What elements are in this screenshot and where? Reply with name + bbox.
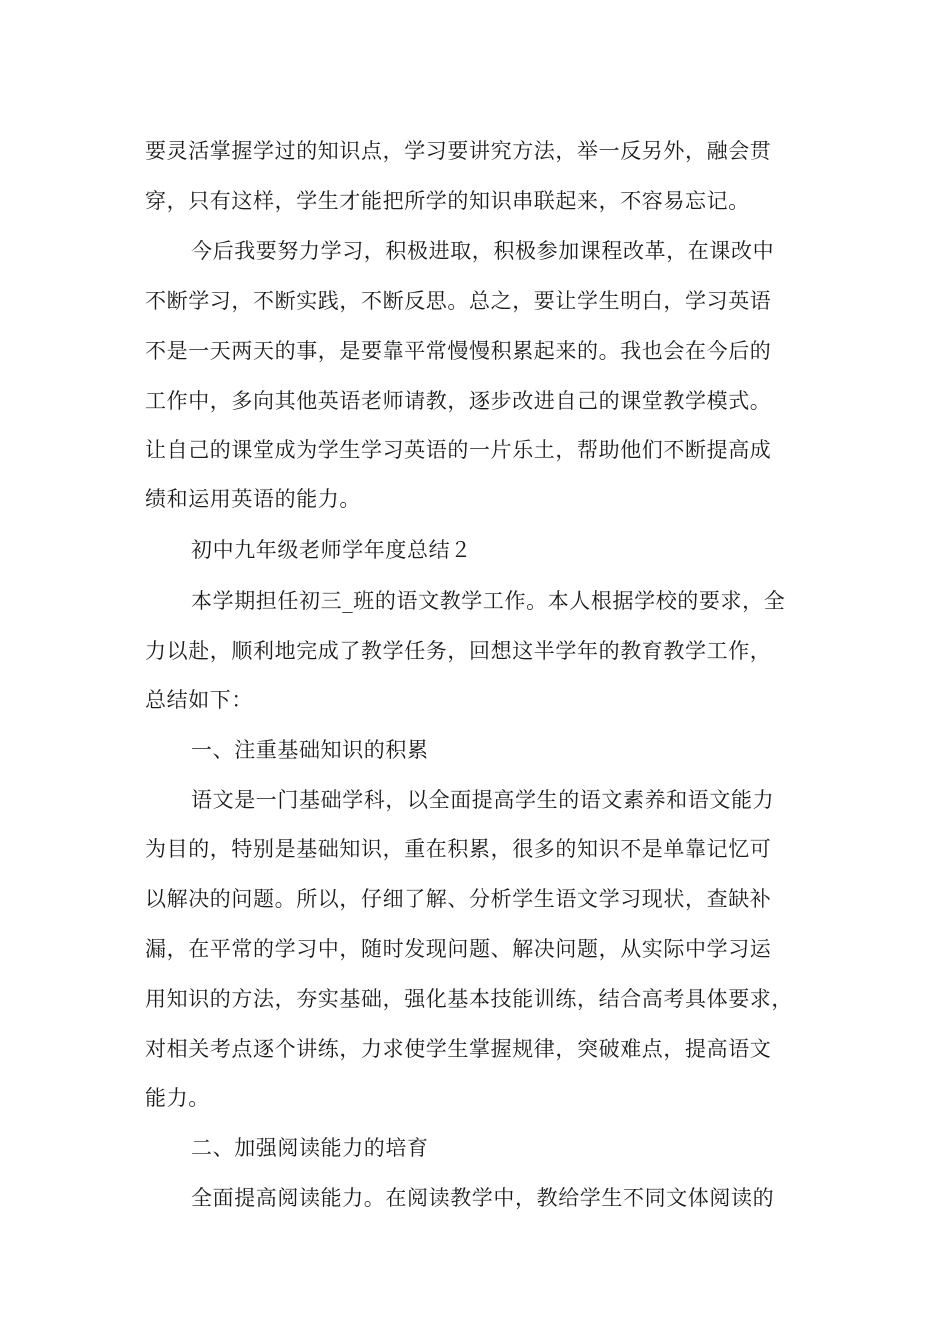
paragraph-line: 语文是一门基础学科，以全面提高学生的语文素养和语文能力 [191, 788, 775, 812]
section-heading: 一、注重基础知识的积累 [191, 738, 429, 762]
paragraph-line: 绩和运用英语的能力。 [145, 487, 361, 511]
paragraph-line: 总结如下： [145, 688, 253, 712]
paragraph-line: 穿，只有这样，学生才能把所学的知识串联起来，不容易忘记。 [145, 189, 750, 213]
paragraph-line: 让自己的课堂成为学生学习英语的一片乐土，帮助他们不断提高成 [145, 438, 772, 462]
paragraph-line: 全面提高阅读能力。在阅读教学中，教给学生不同文体阅读的 [191, 1186, 775, 1210]
paragraph-line: 要灵活掌握学过的知识点，学习要讲究方法，举一反另外，融会贯 [145, 139, 772, 163]
paragraph-line: 力以赴，顺利地完成了教学任务，回想这半学年的教育教学工作， [145, 639, 772, 663]
paragraph-line: 今后我要努力学习，积极进取，积极参加课程改革，在课改中 [191, 239, 775, 263]
paragraph-line: 不断学习，不断实践，不断反思。总之，要让学生明白，学习英语 [145, 289, 772, 313]
paragraph-line: 不是一天两天的事，是要靠平常慢慢积累起来的。我也会在今后的 [145, 339, 772, 363]
paragraph-line: 能力。 [145, 1086, 210, 1110]
paragraph-line: 漏，在平常的学习中，随时发现问题、解决问题，从实际中学习运 [145, 937, 772, 961]
section-title: 初中九年级老师学年度总结２ [191, 538, 472, 562]
paragraph-line: 工作中，多向其他英语老师请教，逐步改进自己的课堂教学模式。 [145, 389, 772, 413]
paragraph-line: 本学期担任初三_班的语文教学工作。本人根据学校的要求，全 [191, 589, 786, 613]
paragraph-line: 对相关考点逐个讲练，力求使学生掌握规律，突破难点，提高语文 [145, 1037, 772, 1061]
paragraph-line: 以解决的问题。所以，仔细了解、分析学生语文学习现状，查缺补 [145, 887, 772, 911]
paragraph-line: 为目的，特别是基础知识，重在积累，很多的知识不是单靠记忆可 [145, 837, 772, 861]
section-heading: 二、加强阅读能力的培育 [191, 1136, 429, 1160]
paragraph-line: 用知识的方法，夯实基础，强化基本技能训练，结合高考具体要求， [145, 987, 793, 1011]
